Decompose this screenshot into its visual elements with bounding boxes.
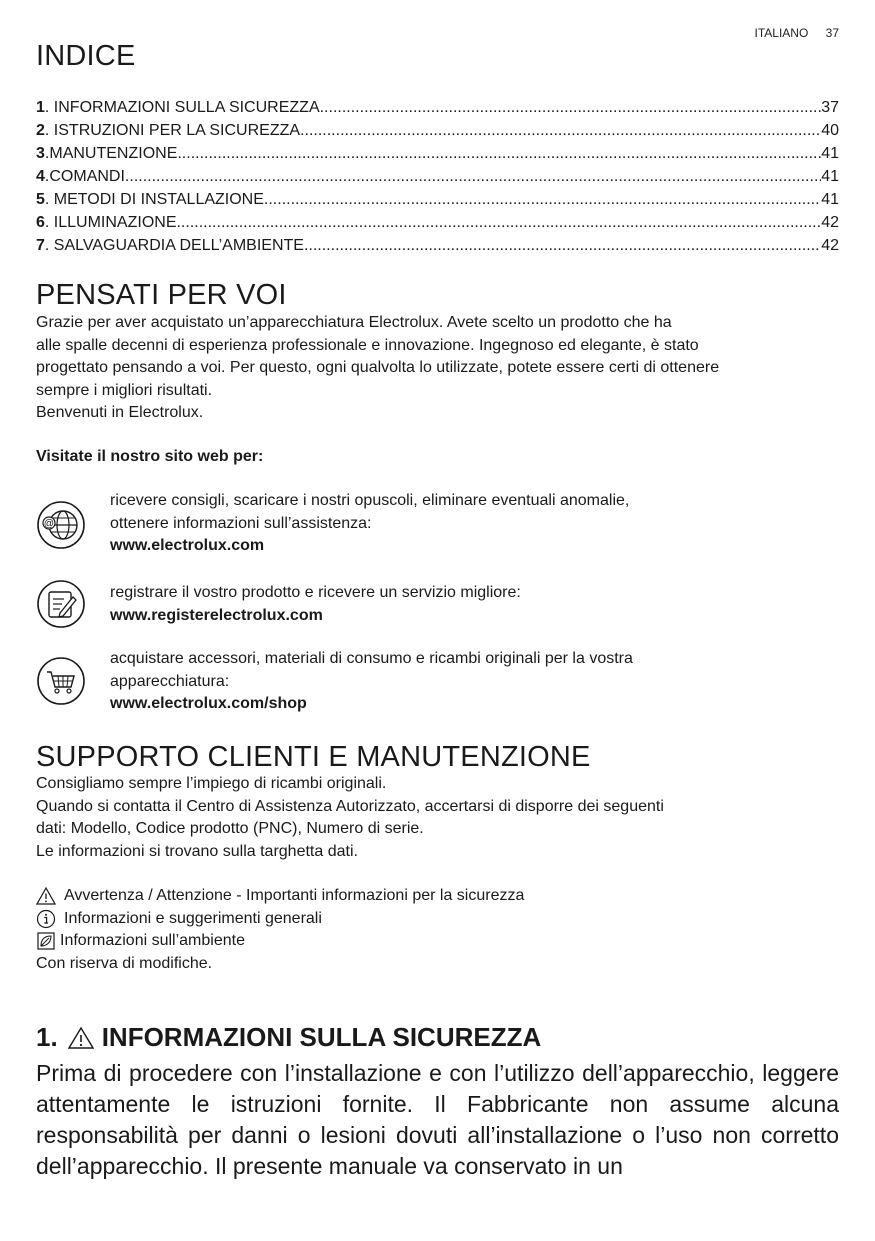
toc-item[interactable] [36,142,839,165]
thought-paragraph [36,312,839,425]
support-title: SUPPORTO CLIENTI E MANUTENZIONE [36,741,591,773]
thought-title: PENSATI PER VOI [36,279,287,311]
toc-item-number: 7 [36,237,45,254]
text-line: dati: Modello, Codice prodotto (PNC), Numero di serie. [36,820,424,837]
web-item-text [110,648,830,716]
toc-item-number: 3 [36,145,45,162]
warning-icon [68,1026,94,1050]
toc-item-title: INFORMAZIONI SULLA SICUREZZA [53,99,320,116]
table-of-contents [36,96,839,257]
support-paragraph [36,773,839,863]
toc-item-title: SALVAGUARDIA DELL’AMBIENTE [53,237,304,254]
shopping-cart-icon [36,656,86,706]
toc-item-number: 4 [36,168,45,185]
toc-leader [264,188,821,211]
toc-item-sep: . [44,237,54,254]
page-header [755,26,840,40]
toc-item[interactable] [36,234,839,257]
text-line: acquistare accessori, materiali di consumo e ricambi originali per la vostra [110,650,633,667]
toc-item[interactable] [36,119,839,142]
legend-row [36,885,524,908]
toc-item-sep: . [44,191,54,208]
toc-leader [176,211,821,234]
web-item-text [110,490,830,558]
toc-item[interactable] [36,96,839,119]
toc-item-sep: . [44,122,54,139]
toc-item-page: 40 [821,122,839,139]
web-link[interactable]: www.electrolux.com [110,537,265,554]
text-line: registrare il vostro prodotto e ricevere un servizio migliore: [110,584,521,601]
toc-item-sep: . [44,99,54,116]
toc-item-number: 5 [36,191,45,208]
legend-text: Informazioni e suggerimenti generali [64,909,322,927]
toc-item-page: 42 [821,237,839,254]
legend-text: Informazioni sull’ambiente [60,932,245,949]
svg-text:@: @ [43,518,55,530]
legend-row [36,930,524,953]
globe-at-icon [36,500,86,550]
toc-item[interactable] [36,211,839,234]
text-line: ottenere informazioni sull’assistenza: [110,514,372,532]
toc-item-title: ILLUMINAZIONE [53,214,177,231]
toc-leader [304,234,821,257]
symbol-legend [36,885,524,975]
toc-item-sep: . [44,145,50,162]
toc-item-page: 42 [821,214,839,231]
toc-item-page: 41 [821,145,839,162]
language-label: ITALIANO [754,26,809,40]
toc-title: INDICE [36,40,136,72]
toc-item-number: 1 [36,99,45,116]
text-line: Le informazioni si trovano sulla targhetta dati. [36,842,358,860]
legend-row [36,908,524,931]
page-number: 37 [825,26,839,40]
toc-item-page: 37 [821,99,839,116]
text-line: Consigliamo sempre l’impiego di ricambi originali. [36,775,387,792]
warning-icon [36,886,56,906]
toc-leader [177,142,821,165]
web-link[interactable]: www.registerelectrolux.com [110,606,323,624]
visit-label: Visitate il nostro sito web per: [36,448,264,465]
reserve-note: Con riserva di modifiche. [36,954,213,972]
text-line: Quando si contatta il Centro di Assistenza Autorizzato, accertarsi di disporre dei seguenti [36,797,664,815]
toc-item-sep: . [44,168,50,185]
text-line: Benvenuti in Electrolux. [36,404,204,421]
toc-item[interactable] [36,165,839,188]
web-link[interactable]: www.electrolux.com/shop [110,695,307,712]
section-heading [36,1022,541,1053]
toc-leader [320,96,822,119]
toc-item-sep: . [44,214,54,231]
legend-text: Avvertenza / Attenzione - Importanti informazioni per la sicurezza [64,887,525,904]
toc-item-title: COMANDI [49,168,125,185]
toc-item-title: MANUTENZIONE [49,145,178,162]
section-intro: Prima di procedere con l’installazione e con l’utilizzo dell’apparecchio, leggere attentamente le istruzioni fornite. Il Fabbricante non assume alcuna responsabilità per danni o lesioni dovuti all’installazione o l’uso non corretto dell’apparecchio. Il presente manuale va conservato in un [36,1060,839,1179]
text-line: apparecchiatura: [110,672,230,690]
section-number: 1. [36,1022,58,1052]
text-line: progettato pensando a voi. Per questo, ogni qualvolta lo utilizzate, potete essere certi di ottenere [36,359,720,376]
register-pen-icon [36,579,86,629]
toc-item-number: 6 [36,214,45,231]
text-line: Grazie per aver acquistato un’apparecchiatura Electrolux. Avete scelto un prodotto che ha [36,314,672,331]
web-item-text [110,582,830,627]
toc-item[interactable] [36,188,839,211]
toc-leader [125,165,821,188]
toc-item-title: ISTRUZIONI PER LA SICUREZZA [53,122,301,139]
toc-item-title: METODI DI INSTALLAZIONE [53,191,264,208]
text-line: sempre i migliori risultati. [36,381,213,399]
toc-item-page: 41 [821,168,839,185]
leaf-icon [36,931,56,951]
toc-leader [300,119,821,142]
toc-item-page: 41 [821,191,839,208]
text-line: alle spalle decenni di esperienza professionale e innovazione. Ingegnoso ed elegante, è stato [36,336,699,354]
info-icon [36,909,56,929]
toc-item-number: 2 [36,122,45,139]
section-title: INFORMAZIONI SULLA SICUREZZA [101,1022,542,1052]
text-line: ricevere consigli, scaricare i nostri opuscoli, eliminare eventuali anomalie, [110,492,630,509]
